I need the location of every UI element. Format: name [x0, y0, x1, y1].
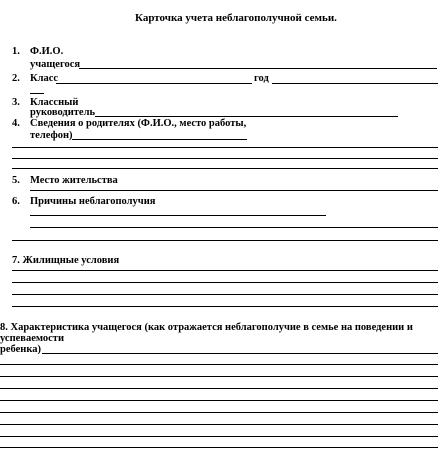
item-2-number: 2.: [12, 73, 20, 84]
characteristic-line-3[interactable]: [0, 376, 438, 377]
characteristic-line-8[interactable]: [0, 436, 438, 437]
item-8-label: 8. Характеристика учащегося (как отражается неблагополучие в семье на поведении и: [0, 322, 413, 333]
characteristic-line-7[interactable]: [0, 424, 438, 425]
reasons-line-1[interactable]: [30, 215, 326, 216]
page-title: Карточка учета неблагополучной семьи.: [135, 12, 337, 24]
item-3-label-cont: руководитель: [30, 107, 96, 118]
characteristic-line-9[interactable]: [0, 447, 438, 448]
year-label: год: [254, 73, 269, 84]
class-field[interactable]: [56, 83, 252, 84]
year-field-cont[interactable]: [30, 93, 44, 94]
housing-line-2[interactable]: [12, 282, 438, 283]
housing-line-1[interactable]: [12, 270, 438, 271]
parents-info-line-3[interactable]: [12, 158, 438, 159]
item-5-number: 5.: [12, 175, 20, 186]
item-3-number: 3.: [12, 97, 20, 108]
housing-line-3[interactable]: [12, 294, 438, 295]
item-4-label: Сведения о родителях (Ф.И.О., место работы,: [30, 118, 247, 129]
item-7-label: 7. Жилищные условия: [12, 255, 120, 266]
characteristic-line-2[interactable]: [0, 364, 438, 365]
item-4-number: 4.: [12, 118, 20, 129]
housing-line-4[interactable]: [12, 306, 438, 307]
parents-info-field[interactable]: [72, 139, 247, 140]
item-8-label-cont-2: ребенка): [0, 344, 41, 355]
year-field[interactable]: [272, 83, 438, 84]
reasons-line-3[interactable]: [12, 240, 438, 241]
item-1-number: 1.: [12, 46, 20, 57]
item-1-label-cont: учащегося: [30, 59, 81, 70]
parents-info-line-4[interactable]: [12, 168, 438, 169]
item-1-label: Ф.И.О.: [30, 46, 64, 57]
reasons-line-2[interactable]: [30, 227, 438, 228]
student-name-field[interactable]: [79, 68, 437, 69]
item-8-label-cont: успеваемости: [0, 333, 65, 344]
item-2-label: Класс: [30, 73, 59, 84]
characteristic-line-6[interactable]: [0, 412, 438, 413]
item-5-label: Место жительства: [30, 175, 118, 186]
characteristic-line-5[interactable]: [0, 400, 438, 401]
characteristic-line-4[interactable]: [0, 388, 438, 389]
class-teacher-field[interactable]: [95, 116, 398, 117]
item-4-label-cont: телефон): [30, 130, 73, 141]
parents-info-line-2[interactable]: [12, 147, 438, 148]
characteristic-field[interactable]: [42, 353, 438, 354]
item-6-label: Причины неблагополучия: [30, 196, 156, 207]
residence-field[interactable]: [30, 190, 438, 191]
item-6-number: 6.: [12, 196, 20, 207]
item-3-label: Классный: [30, 97, 79, 108]
